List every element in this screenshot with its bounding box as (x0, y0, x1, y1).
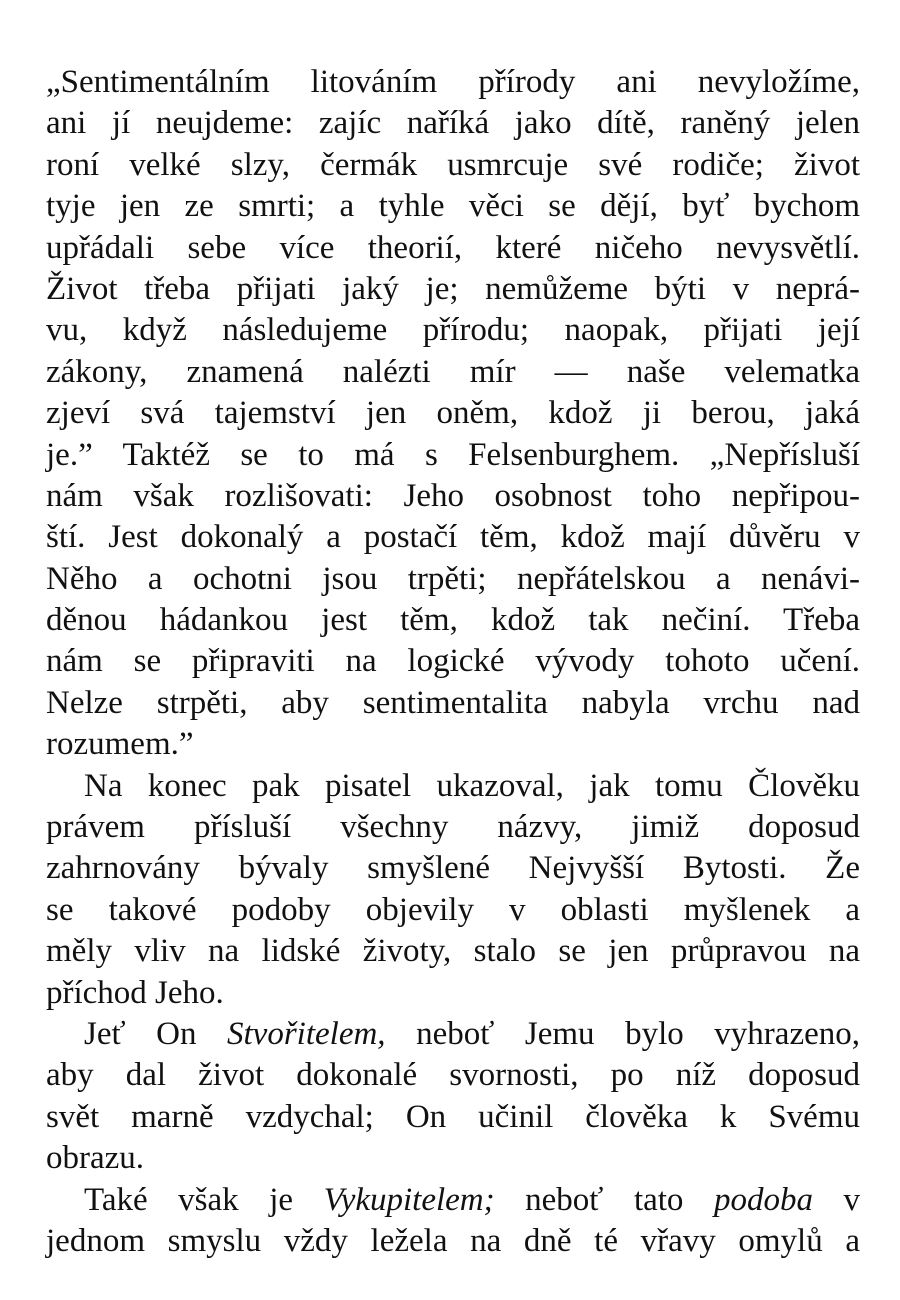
text-line (46, 1180, 860, 1221)
text-line: nám se připraviti na logické vývody tohoto učení. (46, 643, 860, 680)
text-run: Jeť On (84, 1015, 228, 1052)
text-line: Něho a ochotni jsou trpěti; nepřátelskou a nenávi- (46, 560, 860, 597)
emphasis-text: podoba (713, 1181, 813, 1218)
text-run: neboť Jemu bylo vyhrazeno, (385, 1015, 860, 1052)
text-line: zákony, znamená nalézti mír — naše velematka (46, 353, 860, 390)
text-line: rozumem.” (46, 726, 194, 763)
text-line (46, 1014, 860, 1055)
text-line: zjeví svá tajemství jen oněm, kdož ji berou, jaká (46, 395, 860, 432)
text-line: Na konec pak pisatel ukazoval, jak tomu Člověku (84, 767, 860, 804)
text-line: se takové podoby objevily v oblasti myšlenek a (46, 891, 860, 928)
text-line: nám však rozlišovati: Jeho osobnost toho nepřipou- (46, 477, 860, 514)
emphasis-text: Stvořitelem, (227, 1015, 386, 1052)
text-line: děnou hádankou jest těm, kdož tak nečiní. Třeba (46, 602, 860, 639)
text-line: upřádali sebe více theorií, které ničeho nevysvětlí. (46, 229, 860, 266)
text-line: aby dal život dokonalé svornosti, po níž doposud (46, 1057, 860, 1094)
text-line: svět marně vzdychal; On učinil člověka k Svému (46, 1098, 860, 1135)
text-line: ští. Jest dokonalý a postačí těm, kdož mají důvěru v (46, 519, 860, 556)
text-line: Nelze strpěti, aby sentimentalita nabyla vrchu nad (46, 684, 860, 721)
text-line: tyje jen ze smrti; a tyhle věci se dějí, byť bychom (46, 188, 860, 225)
text-run: Také však je (84, 1181, 324, 1218)
text-line: právem přísluší všechny názvy, jimiž doposud (46, 809, 860, 846)
text-line: jednom smyslu vždy ležela na dně té vřavy omylů a (46, 1222, 860, 1259)
text-line: Život třeba přijati jaký je; nemůžeme býti v neprá- (46, 270, 860, 307)
text-line: vu, když následujeme přírodu; naopak, přijati její (46, 312, 860, 349)
text-line: obrazu. (46, 1140, 145, 1177)
emphasis-text: Vykupitelem; (323, 1181, 495, 1218)
paragraph-redeemer (46, 1180, 860, 1263)
text-line: „Sentimentálním litováním přírody ani nevyložíme, (46, 64, 860, 100)
text-line: zahrnovány bývaly smyšlené Nejvyšší Bytosti. Že (46, 850, 860, 887)
text-line: je.” Taktéž se to má s Felsenburghem. „Nepřísluší (46, 436, 860, 473)
text-run: neboť tato (494, 1181, 714, 1218)
text-line: měly vliv na lidské životy, stalo se jen průpravou na (46, 933, 860, 970)
text-line: roní velké slzy, čermák usmrcuje své rodiče; život (46, 146, 860, 183)
paragraph-creator-titles (46, 766, 860, 1014)
text-line: ani jí neujdeme: zajíc naříká jako dítě, raněný jelen (46, 105, 860, 142)
text-run: v (812, 1181, 861, 1218)
paragraph-creator (46, 1014, 860, 1180)
paragraph-quote (46, 62, 860, 766)
text-line: příchod Jeho. (46, 974, 224, 1011)
